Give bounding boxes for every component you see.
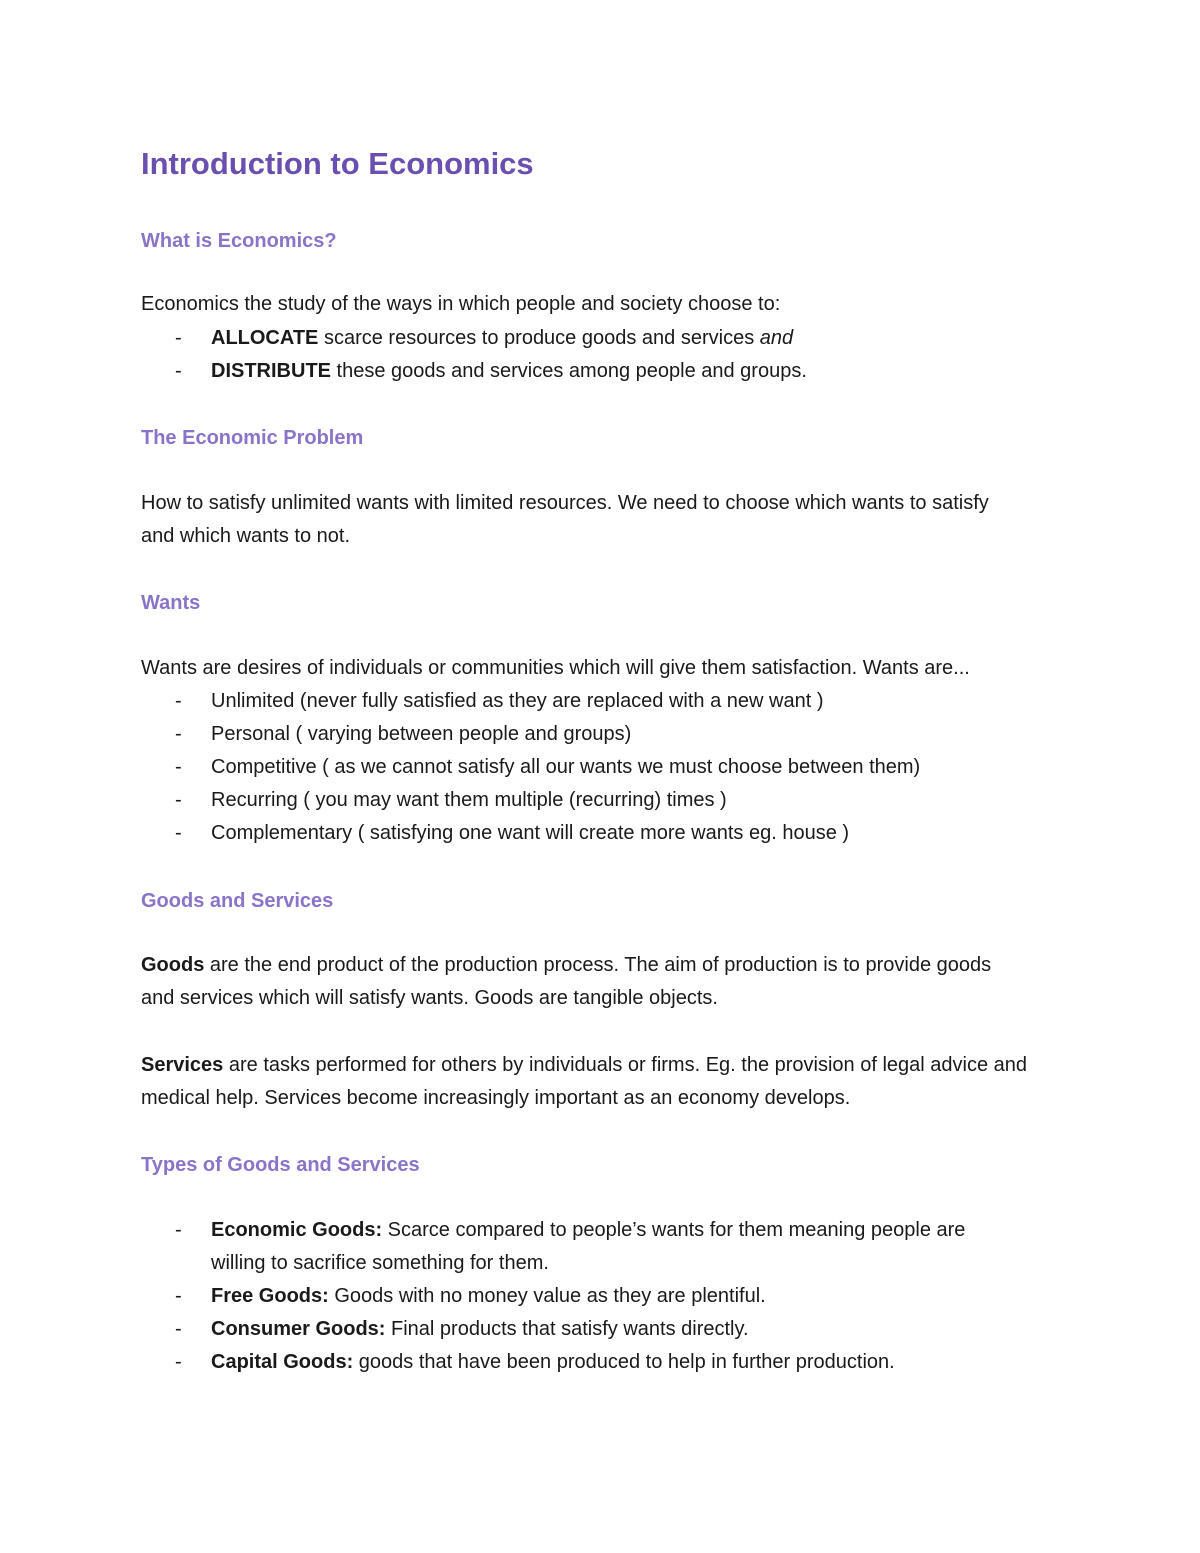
bullet-term: Economic Goods: [211, 1219, 383, 1241]
list-item [141, 1346, 1021, 1379]
goods-text: are the end product of the production process. The aim of production is to provide goods and services which will satisfy wants. Goods are tangible objects. [141, 954, 992, 1009]
bullet-text: goods that have been produced to help in further production. [353, 1351, 895, 1373]
economic-problem-text: How to satisfy unlimited wants with limited resources. We need to choose which wants to satisfy and which wants to not. [141, 492, 989, 547]
bullet-dash: - [175, 723, 182, 745]
types-bullet-list [141, 1214, 1021, 1379]
list-item [141, 718, 1061, 751]
bullet-dash: - [175, 360, 182, 382]
bullet-text: Complementary ( satisfying one want will create more wants eg. house ) [211, 822, 850, 844]
bullet-term: Consumer Goods: [211, 1318, 386, 1340]
bullet-text: Goods with no money value as they are plentiful. [328, 1285, 766, 1307]
heading-what-is-economics: What is Economics? [141, 230, 337, 252]
bullet-dash: - [175, 1219, 182, 1241]
bullet-text: scarce resources to produce goods and services [318, 327, 760, 349]
list-item [141, 355, 1061, 388]
bullet-dash: - [175, 1318, 182, 1340]
goods-term: Goods [141, 954, 205, 976]
list-item [141, 322, 1061, 355]
bullet-dash: - [175, 327, 182, 349]
bullet-dash: - [175, 789, 182, 811]
services-paragraph [141, 1049, 1051, 1115]
bullet-term: ALLOCATE [211, 327, 319, 349]
services-term: Services [141, 1054, 224, 1076]
bullet-term: Free Goods: [211, 1285, 329, 1307]
heading-types-of-goods: Types of Goods and Services [141, 1154, 420, 1176]
bullet-dash: - [175, 1285, 182, 1307]
list-item [141, 784, 1061, 817]
document-page [141, 142, 1061, 1373]
goods-paragraph [141, 949, 1021, 1015]
bullet-text: Scarce compared to people’s wants for them meaning people are willing to sacrifice something for them. [211, 1219, 966, 1274]
bullet-dash: - [175, 1351, 182, 1373]
bullet-text: Personal ( varying between people and groups) [211, 723, 632, 745]
bullet-dash: - [175, 822, 182, 844]
list-item [141, 751, 1061, 784]
economics-bullet-list [141, 322, 1061, 388]
bullet-term: DISTRIBUTE [211, 360, 331, 382]
bullet-term: Capital Goods: [211, 1351, 354, 1373]
bullet-dash: - [175, 690, 182, 712]
bullet-dash: - [175, 756, 182, 778]
services-text: are tasks performed for others by individuals or firms. Eg. the provision of legal advice and medical help. Services become increasingly important as an economy develops. [141, 1054, 1028, 1109]
bullet-italic: and [759, 327, 794, 349]
economics-definition: Economics the study of the ways in which people and society choose to: [141, 293, 781, 315]
list-item [141, 1280, 1021, 1313]
bullet-text: these goods and services among people and groups. [331, 360, 807, 382]
wants-intro: Wants are desires of individuals or communities which will give them satisfaction. Wants are... [141, 657, 970, 679]
bullet-text: Competitive ( as we cannot satisfy all our wants we must choose between them) [211, 756, 921, 778]
heading-goods-and-services: Goods and Services [141, 890, 334, 912]
bullet-text: Unlimited (never fully satisfied as they are replaced with a new want ) [211, 690, 824, 712]
heading-economic-problem: The Economic Problem [141, 427, 364, 449]
list-item [141, 685, 1061, 718]
bullet-text: Recurring ( you may want them multiple (recurring) times ) [211, 789, 727, 811]
document-title: Introduction to Economics [141, 146, 534, 181]
list-item [141, 817, 1061, 850]
heading-wants: Wants [141, 592, 201, 614]
bullet-text: Final products that satisfy wants directly. [385, 1318, 749, 1340]
list-item [141, 1214, 1021, 1280]
list-item [141, 1313, 1021, 1346]
wants-bullet-list [141, 685, 1061, 850]
